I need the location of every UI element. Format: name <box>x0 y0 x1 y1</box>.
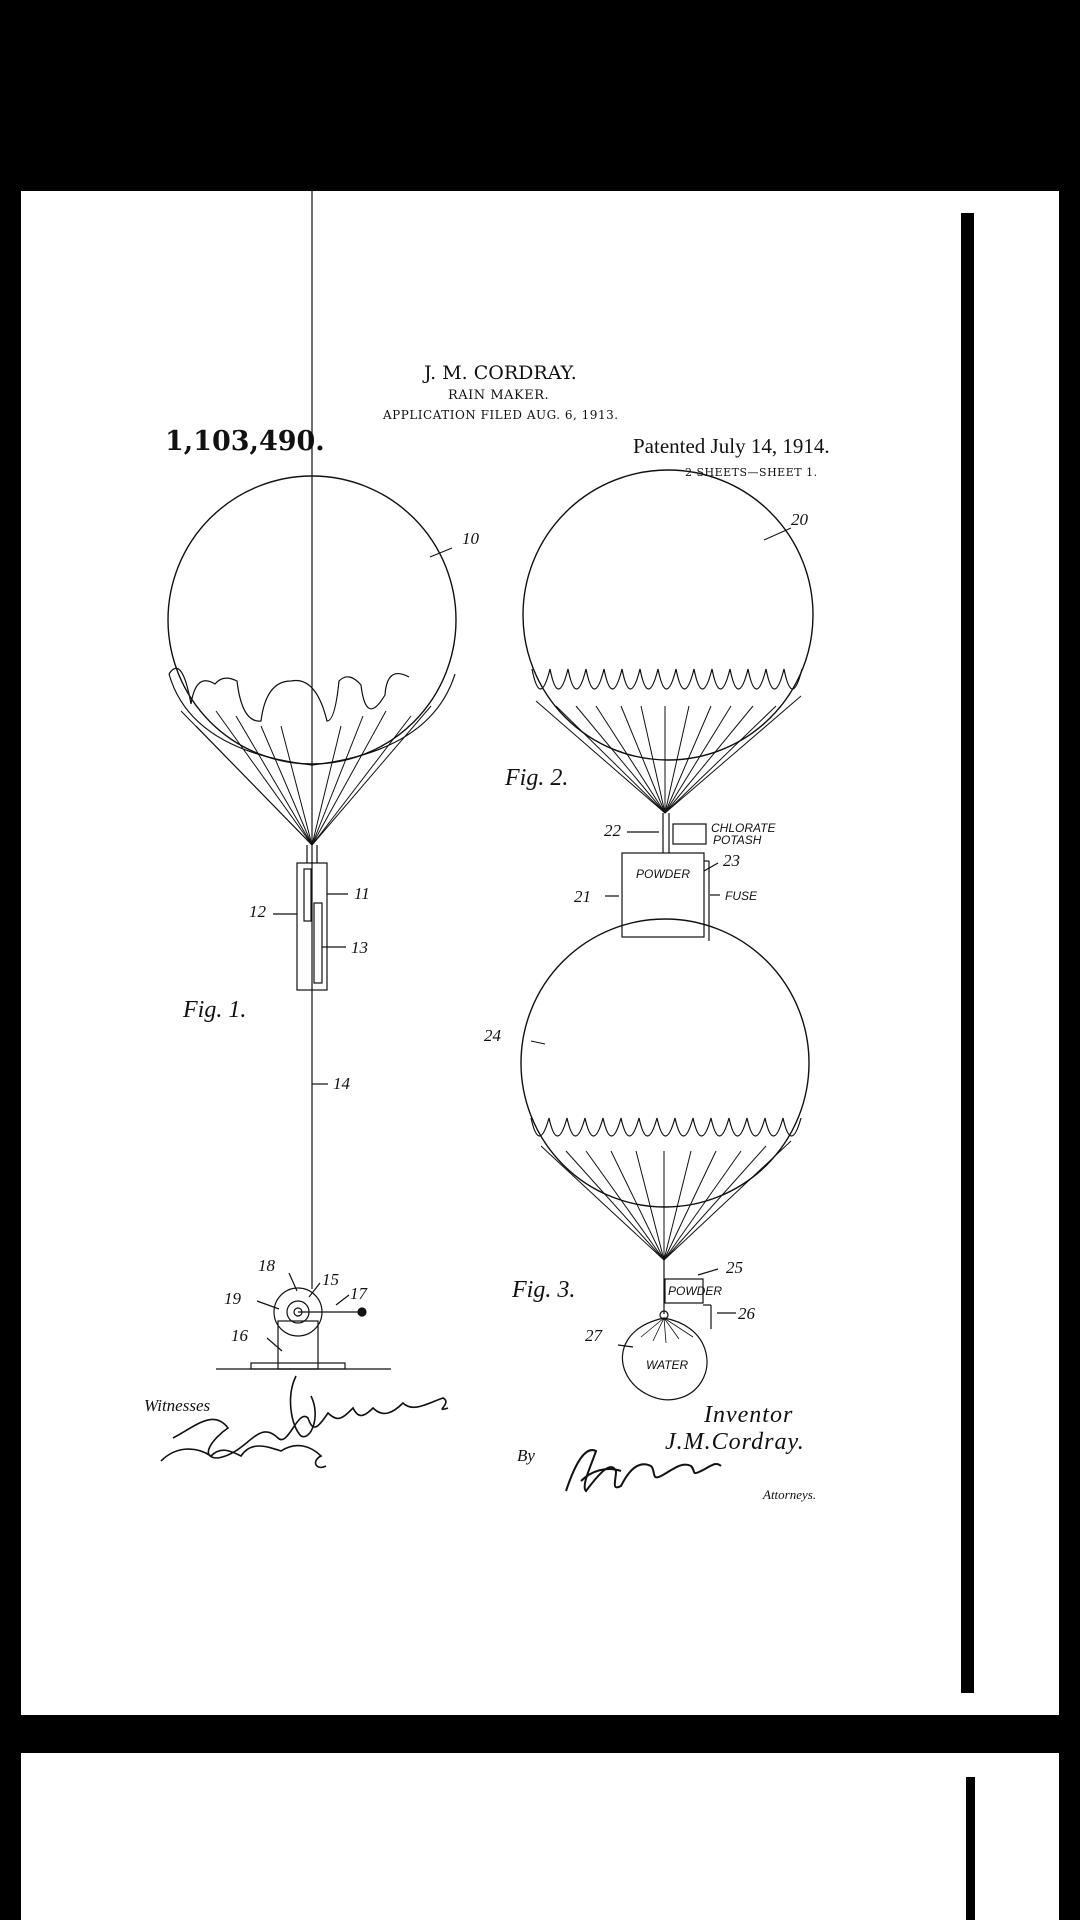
inventor-signature: J.M.Cordray. <box>665 1429 805 1455</box>
patent-number: 1,103,490. <box>165 426 325 457</box>
attorneys-label: Attorneys. <box>763 1487 817 1502</box>
scan-edge-bar-2 <box>966 1777 975 1920</box>
label-chlorate: CHLORATE <box>711 821 776 835</box>
patent-drawing <box>21 191 1059 1715</box>
ref-23: 23 <box>723 851 740 870</box>
label-potash: POTASH <box>713 833 762 847</box>
ref-24: 24 <box>484 1026 501 1045</box>
fig3-label: Fig. 3. <box>512 1277 576 1303</box>
ref-12: 12 <box>249 902 266 921</box>
ref-20: 20 <box>791 510 808 529</box>
ref-13: 13 <box>351 938 368 957</box>
ref-17: 17 <box>350 1284 367 1303</box>
ref-25: 25 <box>726 1258 743 1277</box>
by-label: By <box>517 1446 535 1465</box>
patent-sheet <box>21 191 1059 1715</box>
ref-19: 19 <box>224 1289 241 1308</box>
label-fuse: FUSE <box>725 889 758 903</box>
patent-title: RAIN MAKER. <box>448 388 550 403</box>
ref-26: 26 <box>738 1304 755 1323</box>
fig2-balloon <box>523 470 813 813</box>
label-powder: POWDER <box>636 867 690 881</box>
witness-signatures <box>161 1376 448 1467</box>
inventor-name: J. M. CORDRAY. <box>424 362 577 384</box>
fig2-label: Fig. 2. <box>505 765 569 791</box>
ref-11: 11 <box>354 884 370 903</box>
ref-10: 10 <box>462 529 479 548</box>
sheet-count: 2 SHEETS—SHEET 1. <box>685 466 818 479</box>
next-patent-sheet <box>21 1753 1059 1920</box>
ref-22: 22 <box>604 821 621 840</box>
fig3-powder-and-water <box>618 1260 736 1400</box>
application-filed: APPLICATION FILED AUG. 6, 1913. <box>383 408 619 422</box>
ref-18: 18 <box>258 1256 275 1275</box>
ref-14: 14 <box>333 1074 350 1093</box>
ref-15: 15 <box>322 1270 339 1289</box>
fig1-label: Fig. 1. <box>183 997 247 1023</box>
fig3-balloon <box>521 919 809 1260</box>
label-water: WATER <box>646 1358 689 1372</box>
attorney-signature <box>566 1450 721 1491</box>
inventor-label: Inventor <box>704 1402 794 1428</box>
ref-16: 16 <box>231 1326 248 1345</box>
ref-21: 21 <box>574 887 591 906</box>
patented-date: Patented July 14, 1914. <box>633 434 830 458</box>
ref-27: 27 <box>585 1326 602 1345</box>
witnesses-label: Witnesses <box>144 1396 211 1415</box>
label-powder-small: POWDER <box>668 1284 722 1298</box>
